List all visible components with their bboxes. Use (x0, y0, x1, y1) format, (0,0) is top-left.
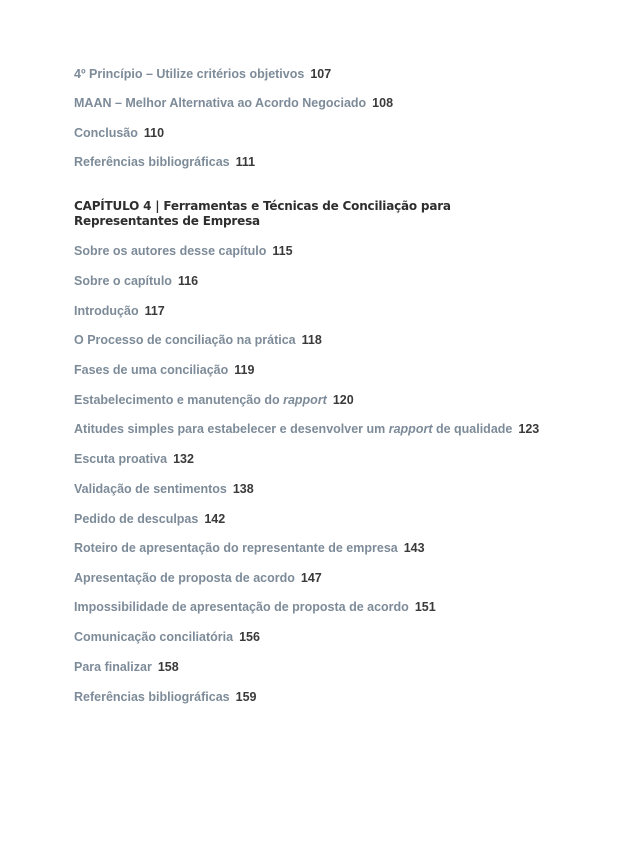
toc-entry-page: 147 (300, 571, 322, 585)
toc-entry-title: Validação de sentimentos (74, 482, 227, 496)
toc-entry-title: Para finalizar (74, 660, 152, 674)
toc-entry-title: O Processo de conciliação na prática (74, 333, 296, 347)
toc-entry-title: 4º Princípio – Utilize critérios objetivos (74, 67, 305, 81)
toc-entry-title: Referências bibliográficas (74, 690, 230, 704)
toc-entry-page: 108 (372, 96, 394, 110)
toc-entry-page: 116 (177, 274, 199, 288)
toc-entry-title: Pedido de desculpas (74, 512, 199, 526)
toc-entry[interactable] (74, 125, 164, 141)
toc-entry[interactable] (74, 421, 539, 437)
toc-entry[interactable] (74, 689, 256, 705)
toc-entry-title: Impossibilidade de apresentação de proposta de acordo (74, 600, 409, 614)
toc-entry-title: Sobre o capítulo (74, 274, 172, 288)
toc-entry[interactable] (74, 303, 165, 319)
toc-entry-title: MAAN – Melhor Alternativa ao Acordo Negociado (74, 96, 367, 110)
toc-entry-title: Estabelecimento e manutenção do rapport (74, 393, 327, 407)
toc-entry[interactable] (74, 659, 179, 675)
toc-entry[interactable] (74, 243, 293, 259)
chapter-heading[interactable] (74, 199, 451, 229)
toc-entry[interactable] (74, 154, 255, 170)
toc-entry-page: 115 (272, 244, 293, 258)
toc-entry-page: 117 (144, 304, 165, 318)
toc-entry[interactable] (74, 570, 322, 586)
toc-entry-page: 123 (518, 422, 540, 436)
toc-entry-page: 156 (239, 630, 260, 644)
chapter-heading-line-2: Representantes de Empresa (74, 214, 260, 228)
toc-entry-page: 138 (232, 482, 254, 496)
toc-entry[interactable] (74, 451, 194, 467)
toc-entry[interactable] (74, 66, 331, 82)
toc-entry-page: 111 (235, 155, 256, 169)
toc-entry[interactable] (74, 392, 354, 408)
toc-entry[interactable] (74, 362, 254, 378)
toc-entry-page: 158 (157, 660, 179, 674)
toc-entry-page: 118 (301, 333, 322, 347)
toc-entry-title: Comunicação conciliatória (74, 630, 234, 644)
toc-entry[interactable] (74, 599, 436, 615)
toc-entry-page: 142 (204, 512, 226, 526)
toc-entry-title: Introdução (74, 304, 139, 318)
toc-entry[interactable] (74, 273, 198, 289)
toc-entry[interactable] (74, 511, 225, 527)
toc-entry-title: Fases de uma conciliação (74, 363, 229, 377)
toc-entry-page: 151 (414, 600, 436, 614)
toc-entry-title: Conclusão (74, 126, 138, 140)
toc-entry-page: 143 (403, 541, 425, 555)
toc-entry[interactable] (74, 629, 260, 645)
toc-entry-page: 159 (235, 690, 257, 704)
toc-entry-page: 107 (310, 67, 332, 81)
toc-entry-page: 119 (234, 363, 255, 377)
toc-entry-title: Apresentação de proposta de acordo (74, 571, 295, 585)
toc-entry-title: Referências bibliográficas (74, 155, 230, 169)
toc-entry[interactable] (74, 332, 322, 348)
toc-entry-page: 120 (332, 393, 354, 407)
chapter-heading-line-1: CAPÍTULO 4 | Ferramentas e Técnicas de Conciliação para (74, 199, 451, 213)
toc-entry[interactable] (74, 540, 425, 556)
toc-entry[interactable] (74, 481, 254, 497)
toc-entry-title: Escuta proativa (74, 452, 168, 466)
toc-entry-page: 132 (173, 452, 194, 466)
toc-entry-title: Roteiro de apresentação do representante de empresa (74, 541, 398, 555)
toc-entry-title: Sobre os autores desse capítulo (74, 244, 267, 258)
toc-entry[interactable] (74, 95, 393, 111)
toc-entry-page: 110 (143, 126, 165, 140)
toc-entry-title: Atitudes simples para estabelecer e desenvolver um rapport de qualidade (74, 422, 513, 436)
